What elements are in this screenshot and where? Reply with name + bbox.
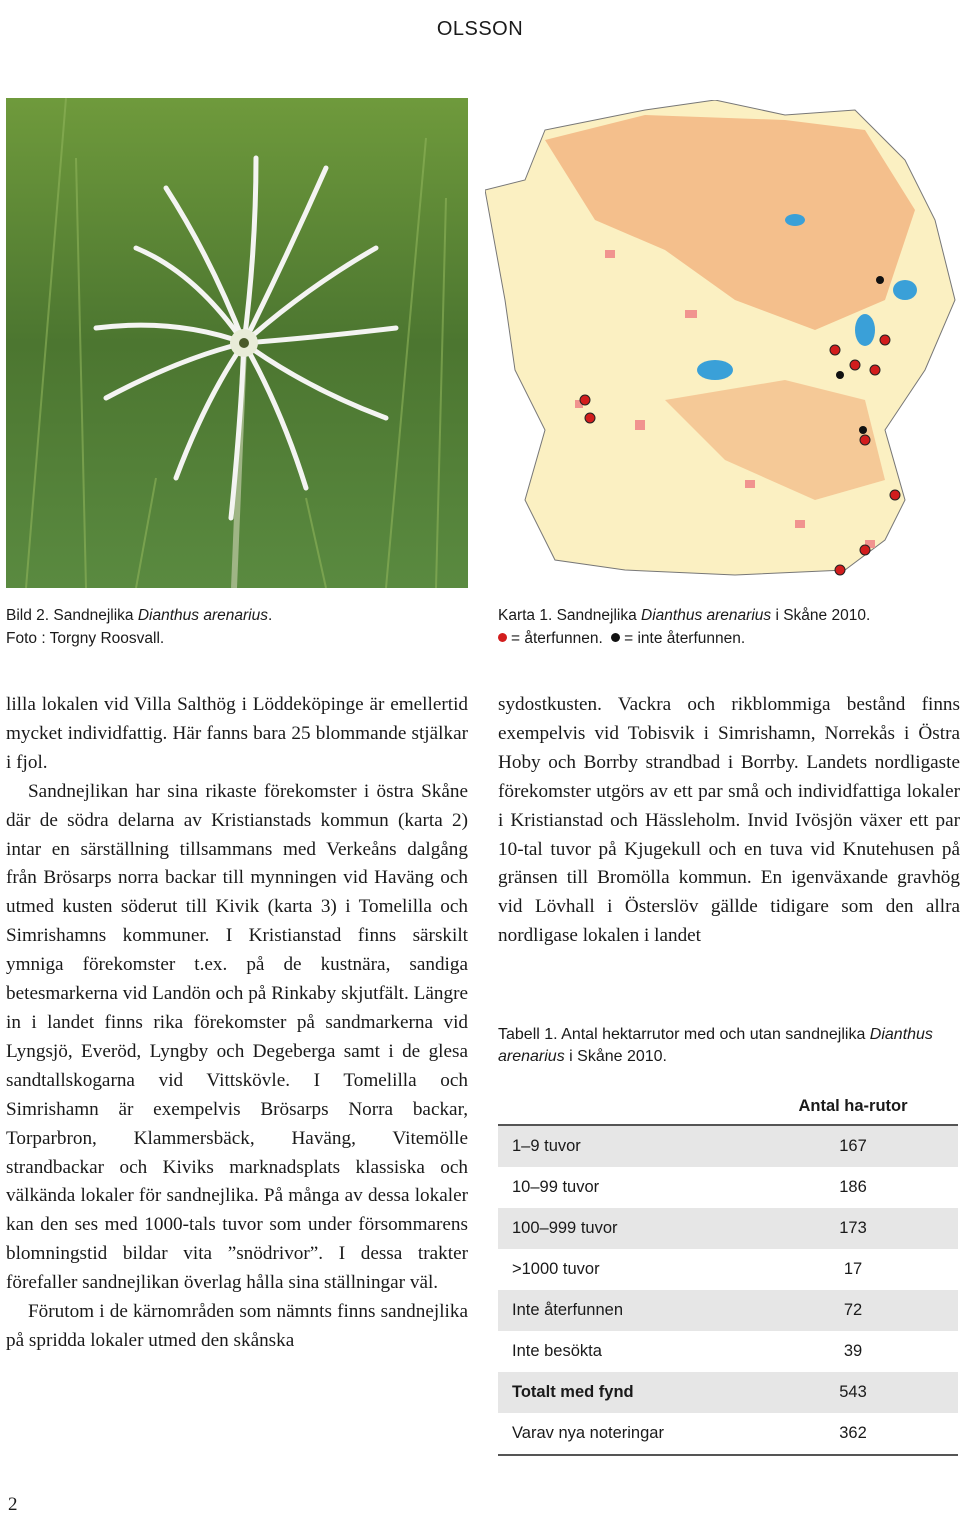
table-row: Varav nya noteringar 362 bbox=[498, 1413, 958, 1455]
table-row: 10–99 tuvor 186 bbox=[512, 1178, 867, 1196]
table-header: Antal ha-rutor bbox=[748, 1088, 958, 1125]
flower-photo-image bbox=[6, 98, 468, 588]
flower-photo bbox=[6, 98, 468, 588]
running-header: OLSSON bbox=[436, 18, 524, 40]
page-number: 2 bbox=[8, 1494, 18, 1515]
data-table bbox=[498, 1088, 958, 1456]
left-text-column bbox=[6, 691, 468, 1356]
table-row: 1–9 tuvor 167 bbox=[498, 1125, 958, 1167]
found-legend-dot bbox=[498, 633, 507, 642]
table-row: >1000 tuvor 17 bbox=[512, 1260, 863, 1278]
paragraph: lilla lokalen vid Villa Salthög i Löddeköpinge är emellertid mycket individfattig. Här fanns bara 25 blommande stjälkar i fjol. bbox=[6, 694, 468, 773]
paragraph: Förutom i de kärnområden som nämnts finns sandnejlika på spridda lokaler utmed den skånska bbox=[6, 1301, 468, 1351]
scania-map bbox=[485, 100, 960, 590]
map-caption: Karta 1. Sandnejlika Dianthus arenarius i Skåne 2010. = återfunnen. = inte återfunnen. bbox=[498, 607, 871, 647]
distribution-map bbox=[485, 100, 960, 590]
table-caption: Tabell 1. Antal hektarrutor med och utan sandnejlika Dianthus arenarius i Skåne 2010. bbox=[498, 1026, 933, 1065]
table-row: Inte återfunnen 72 bbox=[498, 1290, 958, 1331]
not-found-legend-dot bbox=[611, 633, 620, 642]
table-row: Inte besökta 39 bbox=[512, 1342, 863, 1360]
right-text-column bbox=[498, 691, 960, 951]
paragraph: Sandnejlikan har sina rikaste förekomster i östra Skåne där de södra delarna av Kristianstads kommun (karta 2) intar en särställning tillsammans med Verkeåns dalgång från Brösarps norra backar till mynningen vid Haväng och utmed kusten söderut till Kivik (karta 3) i Tomelilla och Simrishamns kommuner. I Kristianstad finns särskilt ymniga förekomster t.ex. på de kustnära, sandiga betesmarkerna vid Landön och på Rinkaby skjutfält. Längre in i landet finns rika förekomster på sandmarkerna vid Lyngsjö, Everöd, Lyngby och Degeberga samt i de glesa sandtallskogarna vid Vittskövle. I Tomelilla och Simrishamn är exempelvis Brösarps Norra backar, Torparbron, Klammersbäck, Haväng, Vitemölle strandbackar och Kiviks marknadsplats klassiska och välkända lokaler för sandnejlika. På många av dessa lokaler kan den ses med 1000-tals tuvor som under försommarens blomningstid bildar vita ”snödrivor”. I dessa trakter förefaller sandnejlikan överlag hålla sina ställningar väl. bbox=[6, 780, 468, 1294]
paragraph: sydostkusten. Vackra och rikblommiga bestånd finns exempelvis vid Tobisvik i Simrishamn, Norrekås i Östra Hoby och Borrby strandbad i Borrby. Landets nordligaste förekomster utgörs av ett par små och individfattiga lokaler i Kristianstad och Hässleholm. Invid Ivösjön växer ett par 10-tal tuvor på Kjugekull och en tuva vid Knutehusen på gränsen till Bromölla kommun. En igenväxande gravhög vid Lövhall i Österslöv gällde tidigare som den allra nordligase lokalen i landet bbox=[498, 694, 960, 947]
photo-caption: Bild 2. Sandnejlika Dianthus arenarius. Foto : Torgny Roosvall. bbox=[6, 607, 273, 647]
table-row: Totalt med fynd 543 bbox=[498, 1372, 958, 1413]
table-row: 100–999 tuvor 173 bbox=[498, 1208, 958, 1249]
